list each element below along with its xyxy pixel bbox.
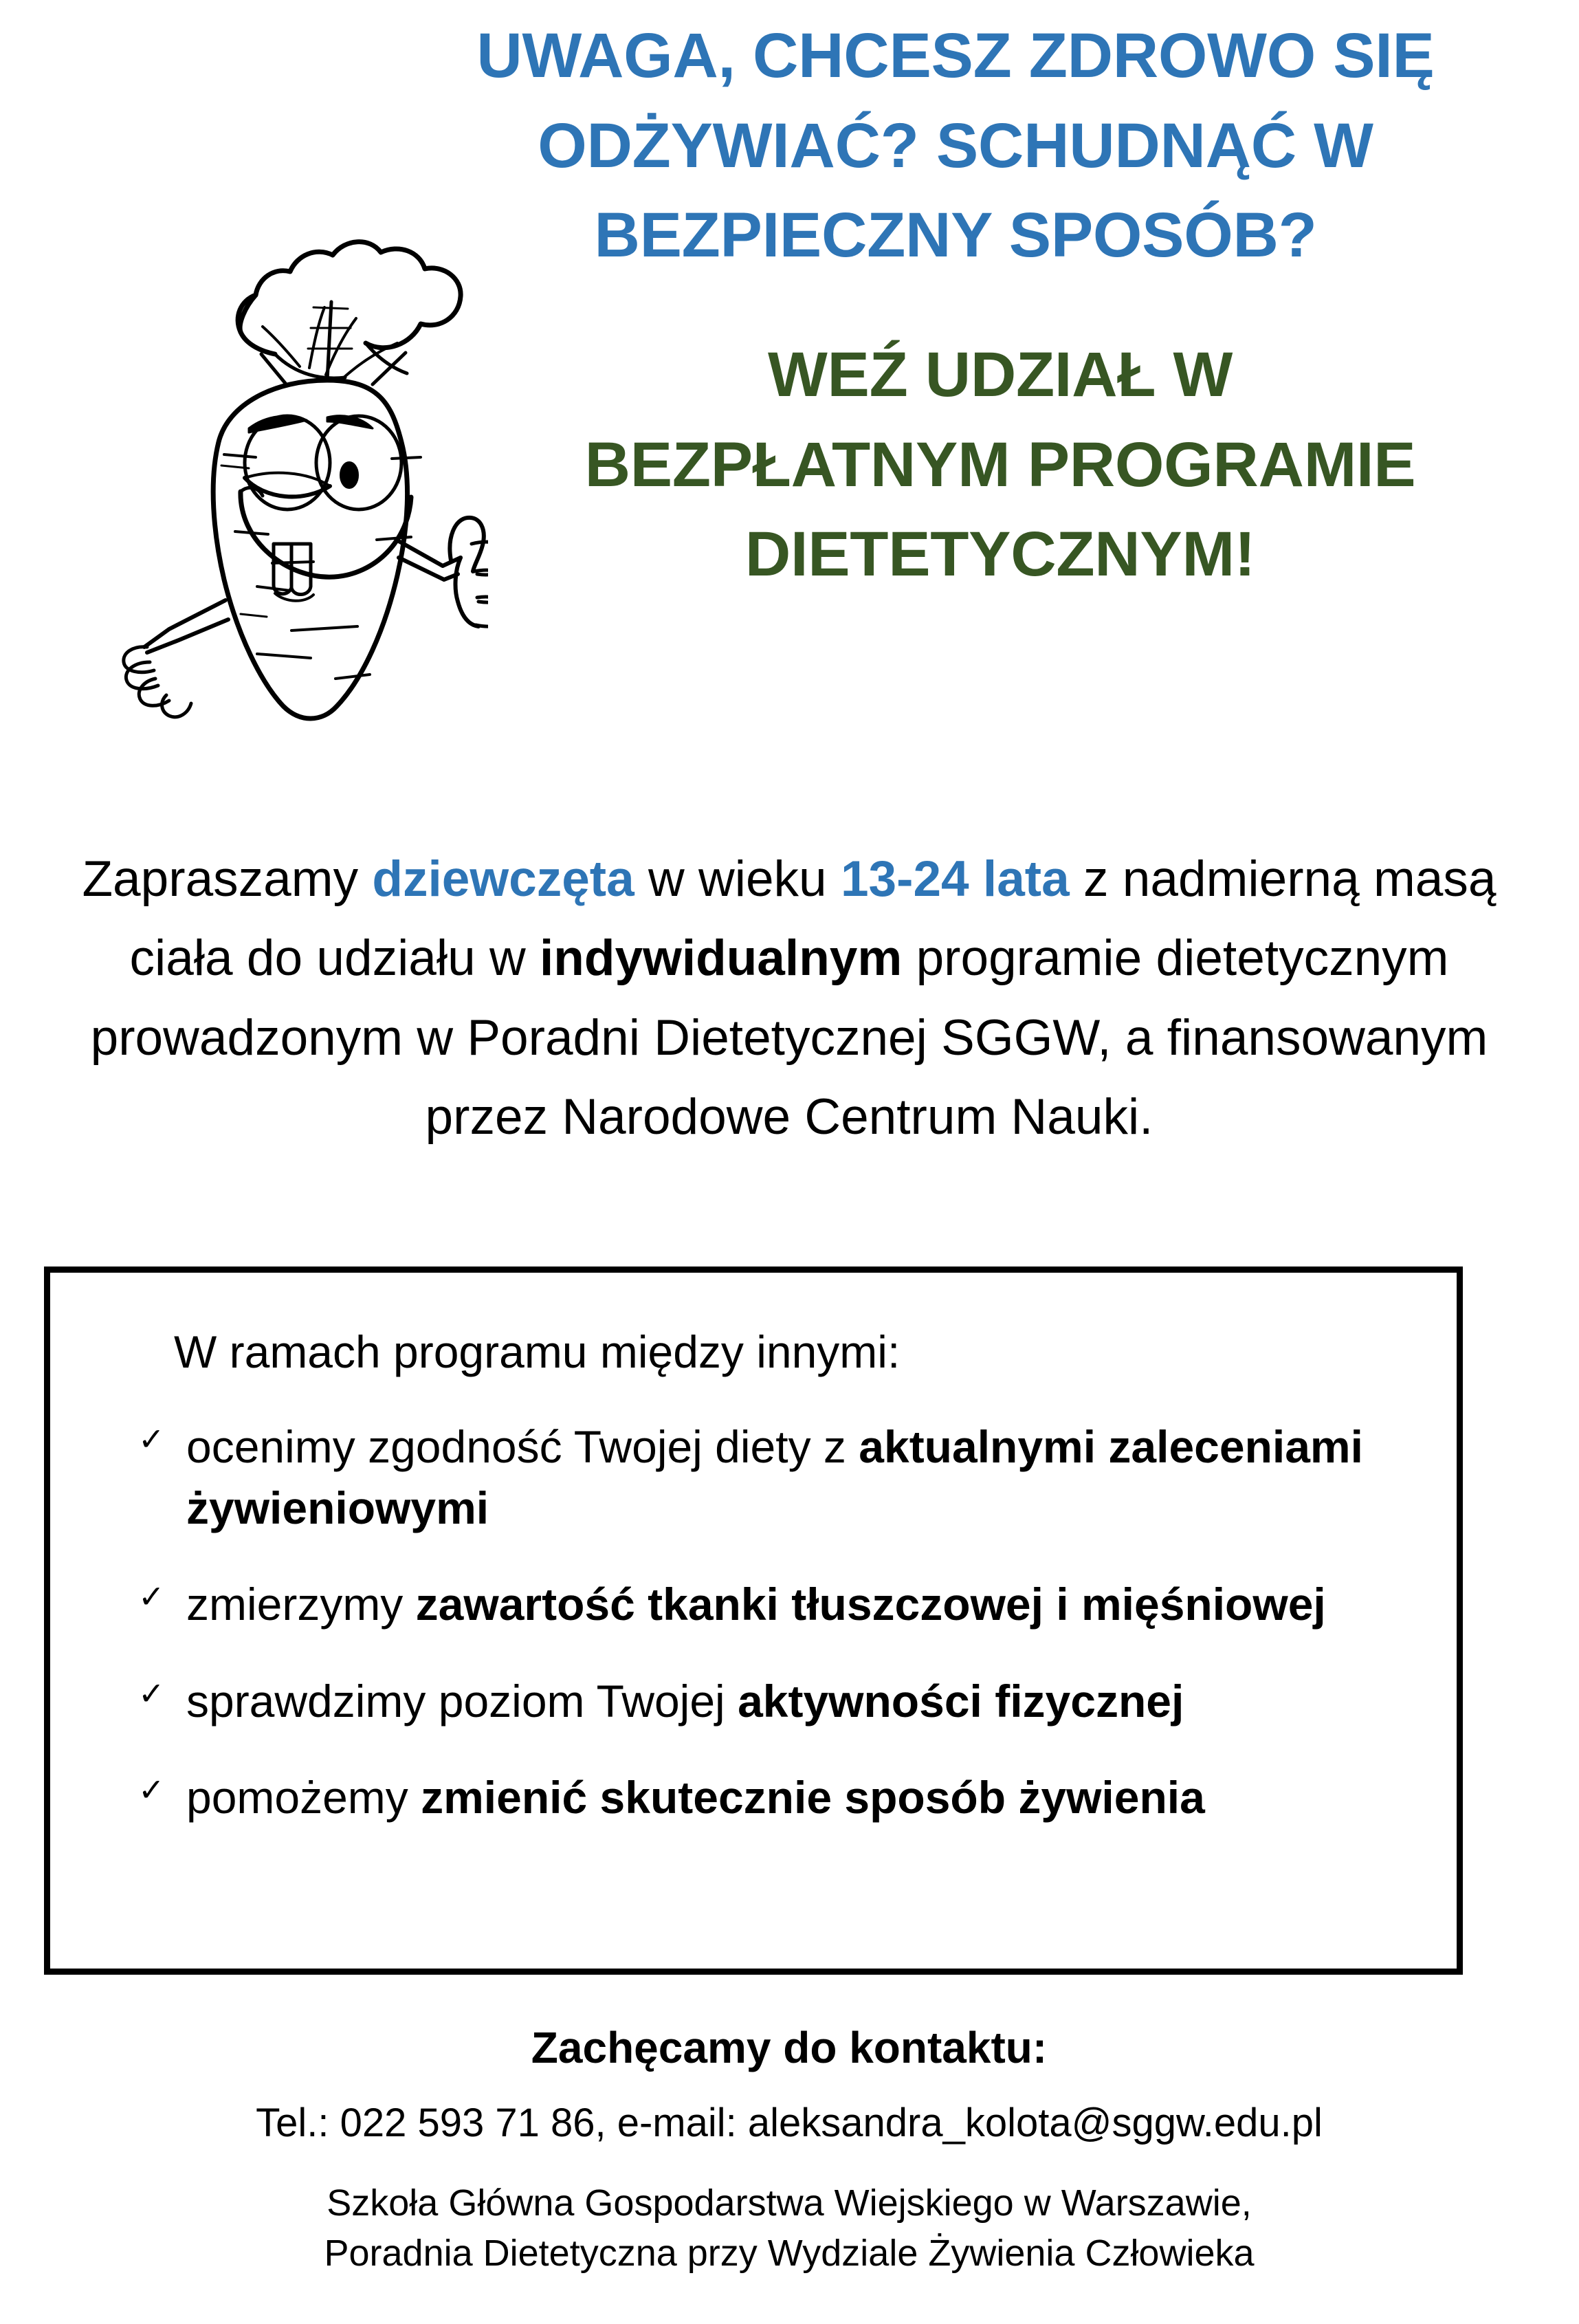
bullet-bold: aktywności fizycznej: [738, 1675, 1184, 1726]
intro-paragraph: [33, 840, 1545, 1156]
title-green-line-1: WEŹ UDZIAŁ W: [767, 339, 1233, 410]
check-icon: ✓: [138, 1421, 165, 1458]
intro-bold-individual: indywidualnym: [540, 930, 903, 987]
program-details-box: [44, 1267, 1463, 1975]
intro-highlight-age: 13-24 lata: [840, 851, 1070, 907]
list-item: [133, 1671, 1415, 1731]
organization-line-1: Szkoła Główna Gospodarstwa Wiejskiego w Warszawie,: [327, 2182, 1252, 2224]
bullet-bold: aktualnymi zaleceniami żywieniowymi: [186, 1421, 1363, 1533]
intro-highlight-girls: dziewczęta: [372, 851, 634, 907]
organization-block: [33, 2178, 1545, 2279]
check-icon: ✓: [138, 1771, 165, 1808]
page-title-green: [440, 281, 1560, 600]
bullet-bold: zmienić skutecznie sposób żywienia: [421, 1771, 1205, 1823]
program-bullet-list: [50, 1379, 1457, 1828]
list-item: [133, 1416, 1415, 1538]
title-green-line-2: BEZPŁATNYM PROGRAMIE: [584, 429, 1416, 500]
list-item: [133, 1574, 1415, 1634]
contact-section: [33, 2021, 1545, 2279]
intro-text-4: programie dietetycznym prowadzonym w Poradni Dietetycznej SGGW, a finansowanym przez Narodowe Centrum Nauki.: [90, 930, 1488, 1145]
contact-details: Tel.: 022 593 71 86, e-mail: aleksandra_kolota@sggw.edu.pl: [256, 2100, 1323, 2145]
contact-heading: Zachęcamy do kontaktu:: [531, 2023, 1048, 2072]
page-title-blue: [440, 0, 1560, 281]
bullet-prefix: zmierzymy: [186, 1579, 416, 1630]
organization-line-2: Poradnia Dietetyczna przy Wydziale Żywienia Człowieka: [324, 2233, 1255, 2274]
bullet-prefix: pomożemy: [186, 1771, 421, 1823]
headings-block: [440, 0, 1560, 600]
intro-text-3: z nadmierną masą ciała do udziału w: [129, 851, 1497, 987]
carrot-mascot: [103, 148, 488, 725]
bullet-prefix: sprawdzimy poziom Twojej: [186, 1675, 738, 1726]
bullet-prefix: ocenimy zgodność Twojej diety z: [186, 1421, 859, 1473]
bullet-bold: zawartość tkanki tłuszczowej i mięśniowej: [415, 1579, 1326, 1630]
title-green-line-3: DIETETYCZNYM!: [744, 519, 1256, 590]
check-icon: ✓: [138, 1578, 165, 1616]
check-icon: ✓: [138, 1674, 165, 1712]
title-blue-line-1: UWAGA, CHCESZ ZDROWO SIĘ: [476, 21, 1435, 91]
title-blue-line-3: BEZPIECZNY SPOSÓB?: [594, 200, 1317, 271]
intro-text-2: w wieku: [634, 851, 841, 907]
title-blue-line-2: ODŻYWIAĆ? SCHUDNĄĆ W: [538, 110, 1373, 181]
program-box-heading: W ramach programu między innymi:: [174, 1326, 901, 1377]
list-item: [133, 1767, 1415, 1828]
intro-text-1: Zapraszamy: [82, 851, 373, 907]
header-area: [0, 0, 1579, 763]
